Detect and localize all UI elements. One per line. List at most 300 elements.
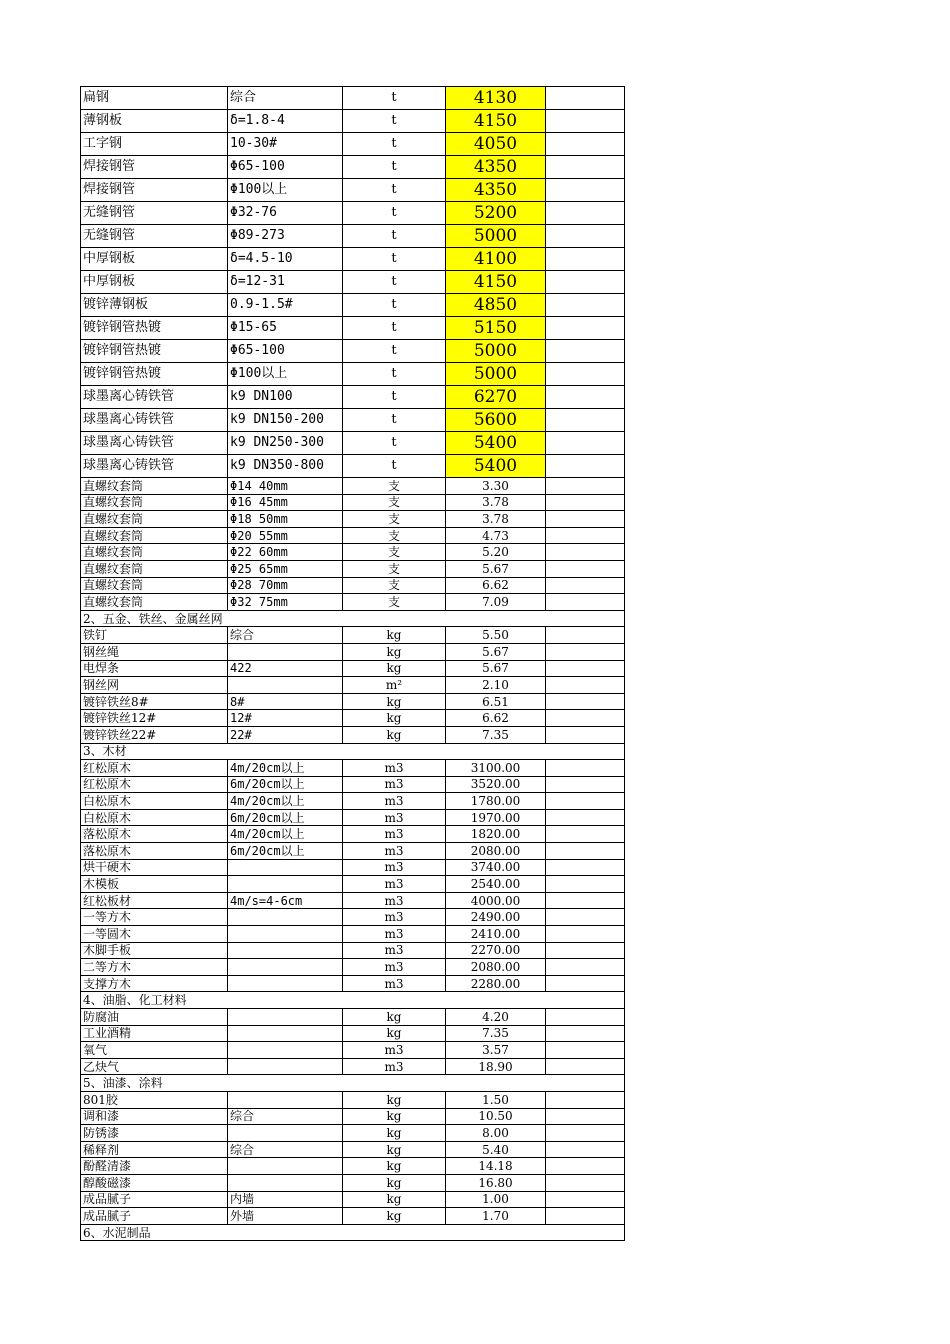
- material-spec-cell: 4m/20cm以上: [228, 793, 343, 810]
- material-name-cell: 一等圆木: [81, 926, 228, 943]
- material-price-cell: 5200: [446, 202, 546, 225]
- empty-cell: [546, 294, 625, 317]
- empty-cell: [546, 455, 625, 478]
- price-sheet-body: [81, 87, 625, 1241]
- material-price-cell: 3.30: [446, 478, 546, 495]
- empty-cell: [546, 1191, 625, 1208]
- material-name-cell: 酚醛清漆: [81, 1158, 228, 1175]
- material-row: [81, 577, 625, 594]
- empty-cell: [546, 776, 625, 793]
- material-row: [81, 317, 625, 340]
- material-unit-cell: t: [343, 455, 446, 478]
- material-unit-cell: m3: [343, 909, 446, 926]
- material-name-cell: 铁钉: [81, 627, 228, 644]
- material-name-cell: 木模板: [81, 876, 228, 893]
- material-price-cell: 6.62: [446, 577, 546, 594]
- section-title: 4、油脂、化工材料: [81, 992, 625, 1009]
- material-name-cell: 直螺纹套筒: [81, 544, 228, 561]
- empty-cell: [546, 643, 625, 660]
- material-price-cell: 1.50: [446, 1091, 546, 1108]
- empty-cell: [546, 660, 625, 677]
- material-unit-cell: m3: [343, 975, 446, 992]
- empty-cell: [546, 1208, 625, 1225]
- material-name-cell: 工字钢: [81, 133, 228, 156]
- material-name-cell: 乙炔气: [81, 1058, 228, 1075]
- material-unit-cell: t: [343, 340, 446, 363]
- material-spec-cell: [228, 1042, 343, 1059]
- material-spec-cell: [228, 1025, 343, 1042]
- empty-cell: [546, 432, 625, 455]
- material-name-cell: 焊接钢管: [81, 179, 228, 202]
- material-spec-cell: [228, 1009, 343, 1026]
- empty-cell: [546, 511, 625, 528]
- material-price-cell: 2080.00: [446, 843, 546, 860]
- material-spec-cell: Φ20 55mm: [228, 527, 343, 544]
- empty-cell: [546, 1141, 625, 1158]
- material-price-cell: 4150: [446, 110, 546, 133]
- material-unit-cell: t: [343, 87, 446, 110]
- material-price-cell: 7.09: [446, 594, 546, 611]
- material-row: [81, 1191, 625, 1208]
- material-spec-cell: 4m/20cm以上: [228, 760, 343, 777]
- material-name-cell: 薄钢板: [81, 110, 228, 133]
- material-unit-cell: t: [343, 202, 446, 225]
- material-row: [81, 859, 625, 876]
- empty-cell: [546, 110, 625, 133]
- material-price-cell: 3.78: [446, 494, 546, 511]
- material-spec-cell: Φ32 75mm: [228, 594, 343, 611]
- material-row: [81, 544, 625, 561]
- material-unit-cell: t: [343, 363, 446, 386]
- material-spec-cell: [228, 1125, 343, 1142]
- empty-cell: [546, 577, 625, 594]
- material-name-cell: 镀锌钢管热镀: [81, 317, 228, 340]
- material-unit-cell: m3: [343, 1042, 446, 1059]
- material-row: [81, 942, 625, 959]
- material-price-cell: 4150: [446, 271, 546, 294]
- empty-cell: [546, 386, 625, 409]
- material-spec-cell: Φ28 70mm: [228, 577, 343, 594]
- material-unit-cell: m3: [343, 959, 446, 976]
- material-name-cell: 球墨离心铸铁管: [81, 432, 228, 455]
- material-row: [81, 110, 625, 133]
- material-unit-cell: 支: [343, 594, 446, 611]
- material-name-cell: 氧气: [81, 1042, 228, 1059]
- empty-cell: [546, 726, 625, 743]
- material-unit-cell: kg: [343, 1158, 446, 1175]
- empty-cell: [546, 248, 625, 271]
- material-price-cell: 2280.00: [446, 975, 546, 992]
- material-row: [81, 1108, 625, 1125]
- section-header-row: [81, 743, 625, 760]
- material-spec-cell: Φ65-100: [228, 156, 343, 179]
- material-unit-cell: 支: [343, 494, 446, 511]
- material-spec-cell: Φ65-100: [228, 340, 343, 363]
- material-unit-cell: t: [343, 271, 446, 294]
- material-price-cell: 5000: [446, 363, 546, 386]
- material-row: [81, 271, 625, 294]
- material-name-cell: 电焊条: [81, 660, 228, 677]
- material-price-cell: 5.20: [446, 544, 546, 561]
- material-row: [81, 793, 625, 810]
- empty-cell: [546, 560, 625, 577]
- material-unit-cell: m3: [343, 760, 446, 777]
- material-unit-cell: t: [343, 225, 446, 248]
- material-spec-cell: Φ22 60mm: [228, 544, 343, 561]
- material-row: [81, 386, 625, 409]
- material-name-cell: 直螺纹套筒: [81, 478, 228, 495]
- material-spec-cell: [228, 942, 343, 959]
- material-spec-cell: k9 DN250-300: [228, 432, 343, 455]
- material-unit-cell: t: [343, 110, 446, 133]
- material-price-cell: 4050: [446, 133, 546, 156]
- material-name-cell: 钢丝绳: [81, 643, 228, 660]
- material-spec-cell: [228, 959, 343, 976]
- material-unit-cell: t: [343, 432, 446, 455]
- material-price-cell: 4.73: [446, 527, 546, 544]
- material-spec-cell: k9 DN100: [228, 386, 343, 409]
- section-title: 6、水泥制品: [81, 1224, 625, 1241]
- material-price-cell: 14.18: [446, 1158, 546, 1175]
- material-price-cell: 5.50: [446, 627, 546, 644]
- material-row: [81, 843, 625, 860]
- material-price-cell: 2270.00: [446, 942, 546, 959]
- empty-cell: [546, 363, 625, 386]
- material-row: [81, 363, 625, 386]
- material-name-cell: 镀锌铁丝12#: [81, 710, 228, 727]
- material-unit-cell: m3: [343, 776, 446, 793]
- empty-cell: [546, 1158, 625, 1175]
- material-price-cell: 10.50: [446, 1108, 546, 1125]
- material-row: [81, 1025, 625, 1042]
- empty-cell: [546, 1042, 625, 1059]
- material-price-cell: 16.80: [446, 1174, 546, 1191]
- material-spec-cell: 8#: [228, 693, 343, 710]
- material-row: [81, 826, 625, 843]
- material-name-cell: 烘干硬木: [81, 859, 228, 876]
- material-price-cell: 5.40: [446, 1141, 546, 1158]
- material-price-cell: 4350: [446, 179, 546, 202]
- material-row: [81, 809, 625, 826]
- empty-cell: [546, 317, 625, 340]
- material-row: [81, 87, 625, 110]
- material-unit-cell: t: [343, 294, 446, 317]
- material-spec-cell: [228, 859, 343, 876]
- material-price-cell: 5000: [446, 225, 546, 248]
- material-name-cell: 镀锌铁丝8#: [81, 693, 228, 710]
- empty-cell: [546, 859, 625, 876]
- material-row: [81, 926, 625, 943]
- material-spec-cell: Φ15-65: [228, 317, 343, 340]
- material-unit-cell: t: [343, 317, 446, 340]
- empty-cell: [546, 975, 625, 992]
- empty-cell: [546, 478, 625, 495]
- material-row: [81, 876, 625, 893]
- material-spec-cell: 综合: [228, 87, 343, 110]
- material-row: [81, 892, 625, 909]
- material-price-cell: 6.62: [446, 710, 546, 727]
- material-row: [81, 1009, 625, 1026]
- empty-cell: [546, 909, 625, 926]
- material-row: [81, 1141, 625, 1158]
- material-unit-cell: kg: [343, 1025, 446, 1042]
- material-unit-cell: t: [343, 133, 446, 156]
- section-header-row: [81, 992, 625, 1009]
- material-unit-cell: 支: [343, 560, 446, 577]
- material-unit-cell: 支: [343, 478, 446, 495]
- material-row: [81, 710, 625, 727]
- material-spec-cell: Φ100以上: [228, 179, 343, 202]
- material-name-cell: 801胶: [81, 1091, 228, 1108]
- material-price-cell: 2080.00: [446, 959, 546, 976]
- material-spec-cell: [228, 926, 343, 943]
- empty-cell: [546, 876, 625, 893]
- material-name-cell: 直螺纹套筒: [81, 527, 228, 544]
- material-spec-cell: [228, 1058, 343, 1075]
- material-name-cell: 支撑方木: [81, 975, 228, 992]
- material-name-cell: 钢丝网: [81, 677, 228, 694]
- material-price-cell: 4000.00: [446, 892, 546, 909]
- material-row: [81, 1158, 625, 1175]
- material-row: [81, 594, 625, 611]
- material-name-cell: 工业酒精: [81, 1025, 228, 1042]
- empty-cell: [546, 1058, 625, 1075]
- empty-cell: [546, 892, 625, 909]
- empty-cell: [546, 87, 625, 110]
- section-title: 3、木材: [81, 743, 625, 760]
- material-unit-cell: 支: [343, 527, 446, 544]
- empty-cell: [546, 843, 625, 860]
- material-unit-cell: kg: [343, 660, 446, 677]
- empty-cell: [546, 693, 625, 710]
- material-name-cell: 无缝钢管: [81, 225, 228, 248]
- empty-cell: [546, 409, 625, 432]
- material-spec-cell: 综合: [228, 1141, 343, 1158]
- empty-cell: [546, 1174, 625, 1191]
- material-row: [81, 455, 625, 478]
- material-price-cell: 5.67: [446, 643, 546, 660]
- material-row: [81, 1208, 625, 1225]
- material-row: [81, 409, 625, 432]
- material-price-cell: 1780.00: [446, 793, 546, 810]
- material-name-cell: 红松原木: [81, 776, 228, 793]
- material-row: [81, 494, 625, 511]
- material-name-cell: 直螺纹套筒: [81, 494, 228, 511]
- material-unit-cell: m3: [343, 942, 446, 959]
- material-price-cell: 6270: [446, 386, 546, 409]
- material-price-cell: 3.57: [446, 1042, 546, 1059]
- material-price-cell: 2540.00: [446, 876, 546, 893]
- material-price-cell: 3520.00: [446, 776, 546, 793]
- empty-cell: [546, 544, 625, 561]
- material-unit-cell: m3: [343, 793, 446, 810]
- material-unit-cell: kg: [343, 1174, 446, 1191]
- material-unit-cell: m²: [343, 677, 446, 694]
- empty-cell: [546, 1108, 625, 1125]
- material-spec-cell: δ=1.8-4: [228, 110, 343, 133]
- material-name-cell: 醇酸磁漆: [81, 1174, 228, 1191]
- empty-cell: [546, 133, 625, 156]
- material-name-cell: 白松原木: [81, 809, 228, 826]
- empty-cell: [546, 710, 625, 727]
- material-unit-cell: kg: [343, 1009, 446, 1026]
- material-name-cell: 镀锌钢管热镀: [81, 340, 228, 363]
- material-name-cell: 红松原木: [81, 760, 228, 777]
- material-row: [81, 660, 625, 677]
- empty-cell: [546, 677, 625, 694]
- material-spec-cell: Φ89-273: [228, 225, 343, 248]
- material-spec-cell: Φ14 40mm: [228, 478, 343, 495]
- material-unit-cell: kg: [343, 710, 446, 727]
- material-unit-cell: 支: [343, 511, 446, 528]
- material-name-cell: 无缝钢管: [81, 202, 228, 225]
- material-name-cell: 落松原木: [81, 826, 228, 843]
- material-unit-cell: m3: [343, 859, 446, 876]
- material-row: [81, 975, 625, 992]
- material-spec-cell: 内墙: [228, 1191, 343, 1208]
- material-price-cell: 5400: [446, 432, 546, 455]
- material-spec-cell: 422: [228, 660, 343, 677]
- material-row: [81, 156, 625, 179]
- material-spec-cell: δ=4.5-10: [228, 248, 343, 271]
- material-price-cell: 5600: [446, 409, 546, 432]
- material-price-cell: 1970.00: [446, 809, 546, 826]
- material-spec-cell: Φ18 50mm: [228, 511, 343, 528]
- material-unit-cell: kg: [343, 1091, 446, 1108]
- material-row: [81, 643, 625, 660]
- material-price-cell: 4130: [446, 87, 546, 110]
- material-spec-cell: [228, 1174, 343, 1191]
- empty-cell: [546, 494, 625, 511]
- material-spec-cell: 外墙: [228, 1208, 343, 1225]
- material-spec-cell: Φ25 65mm: [228, 560, 343, 577]
- material-spec-cell: 4m/s=4-6cm: [228, 892, 343, 909]
- material-unit-cell: t: [343, 156, 446, 179]
- material-price-cell: 1820.00: [446, 826, 546, 843]
- empty-cell: [546, 1009, 625, 1026]
- empty-cell: [546, 959, 625, 976]
- material-price-cell: 2490.00: [446, 909, 546, 926]
- material-row: [81, 760, 625, 777]
- material-price-cell: 5150: [446, 317, 546, 340]
- material-spec-cell: k9 DN350-800: [228, 455, 343, 478]
- material-name-cell: 一等方木: [81, 909, 228, 926]
- material-price-cell: 5.67: [446, 560, 546, 577]
- material-name-cell: 木脚手板: [81, 942, 228, 959]
- material-price-cell: 3.78: [446, 511, 546, 528]
- material-row: [81, 693, 625, 710]
- material-row: [81, 527, 625, 544]
- material-name-cell: 红松板材: [81, 892, 228, 909]
- material-name-cell: 二等方木: [81, 959, 228, 976]
- empty-cell: [546, 793, 625, 810]
- section-header-row: [81, 1224, 625, 1241]
- material-unit-cell: 支: [343, 577, 446, 594]
- material-spec-cell: 4m/20cm以上: [228, 826, 343, 843]
- material-row: [81, 560, 625, 577]
- material-row: [81, 432, 625, 455]
- material-name-cell: 球墨离心铸铁管: [81, 455, 228, 478]
- material-price-cell: 6.51: [446, 693, 546, 710]
- material-spec-cell: [228, 1091, 343, 1108]
- material-unit-cell: m3: [343, 843, 446, 860]
- material-price-cell: 8.00: [446, 1125, 546, 1142]
- material-unit-cell: kg: [343, 726, 446, 743]
- empty-cell: [546, 202, 625, 225]
- material-spec-cell: 6m/20cm以上: [228, 843, 343, 860]
- material-price-cell: 5.67: [446, 660, 546, 677]
- material-name-cell: 直螺纹套筒: [81, 594, 228, 611]
- material-unit-cell: kg: [343, 1141, 446, 1158]
- material-price-cell: 18.90: [446, 1058, 546, 1075]
- material-row: [81, 1125, 625, 1142]
- material-unit-cell: kg: [343, 1208, 446, 1225]
- material-spec-cell: 22#: [228, 726, 343, 743]
- material-price-cell: 4100: [446, 248, 546, 271]
- material-row: [81, 248, 625, 271]
- material-unit-cell: kg: [343, 1125, 446, 1142]
- empty-cell: [546, 942, 625, 959]
- material-unit-cell: m3: [343, 1058, 446, 1075]
- material-spec-cell: Φ100以上: [228, 363, 343, 386]
- material-name-cell: 球墨离心铸铁管: [81, 409, 228, 432]
- material-name-cell: 稀释剂: [81, 1141, 228, 1158]
- material-name-cell: 调和漆: [81, 1108, 228, 1125]
- material-price-cell: 2.10: [446, 677, 546, 694]
- empty-cell: [546, 225, 625, 248]
- material-unit-cell: kg: [343, 643, 446, 660]
- empty-cell: [546, 1091, 625, 1108]
- material-row: [81, 133, 625, 156]
- material-name-cell: 镀锌铁丝22#: [81, 726, 228, 743]
- material-unit-cell: t: [343, 386, 446, 409]
- material-row: [81, 959, 625, 976]
- material-name-cell: 镀锌薄钢板: [81, 294, 228, 317]
- material-price-cell: 4.20: [446, 1009, 546, 1026]
- empty-cell: [546, 156, 625, 179]
- material-name-cell: 镀锌钢管热镀: [81, 363, 228, 386]
- material-name-cell: 中厚钢板: [81, 248, 228, 271]
- material-unit-cell: m3: [343, 876, 446, 893]
- material-price-cell: 2410.00: [446, 926, 546, 943]
- material-spec-cell: 6m/20cm以上: [228, 809, 343, 826]
- material-unit-cell: kg: [343, 1108, 446, 1125]
- material-row: [81, 909, 625, 926]
- material-row: [81, 776, 625, 793]
- empty-cell: [546, 826, 625, 843]
- empty-cell: [546, 1125, 625, 1142]
- material-unit-cell: m3: [343, 826, 446, 843]
- material-spec-cell: k9 DN150-200: [228, 409, 343, 432]
- empty-cell: [546, 179, 625, 202]
- material-unit-cell: 支: [343, 544, 446, 561]
- material-row: [81, 1058, 625, 1075]
- material-spec-cell: Φ32-76: [228, 202, 343, 225]
- empty-cell: [546, 594, 625, 611]
- material-row: [81, 294, 625, 317]
- material-spec-cell: [228, 677, 343, 694]
- material-spec-cell: 0.9-1.5#: [228, 294, 343, 317]
- material-spec-cell: 综合: [228, 627, 343, 644]
- material-name-cell: 直螺纹套筒: [81, 560, 228, 577]
- material-spec-cell: 6m/20cm以上: [228, 776, 343, 793]
- material-price-cell: 5000: [446, 340, 546, 363]
- empty-cell: [546, 760, 625, 777]
- material-spec-cell: 12#: [228, 710, 343, 727]
- material-name-cell: 成品腻子: [81, 1208, 228, 1225]
- price-sheet-table: [80, 86, 625, 1241]
- material-name-cell: 直螺纹套筒: [81, 511, 228, 528]
